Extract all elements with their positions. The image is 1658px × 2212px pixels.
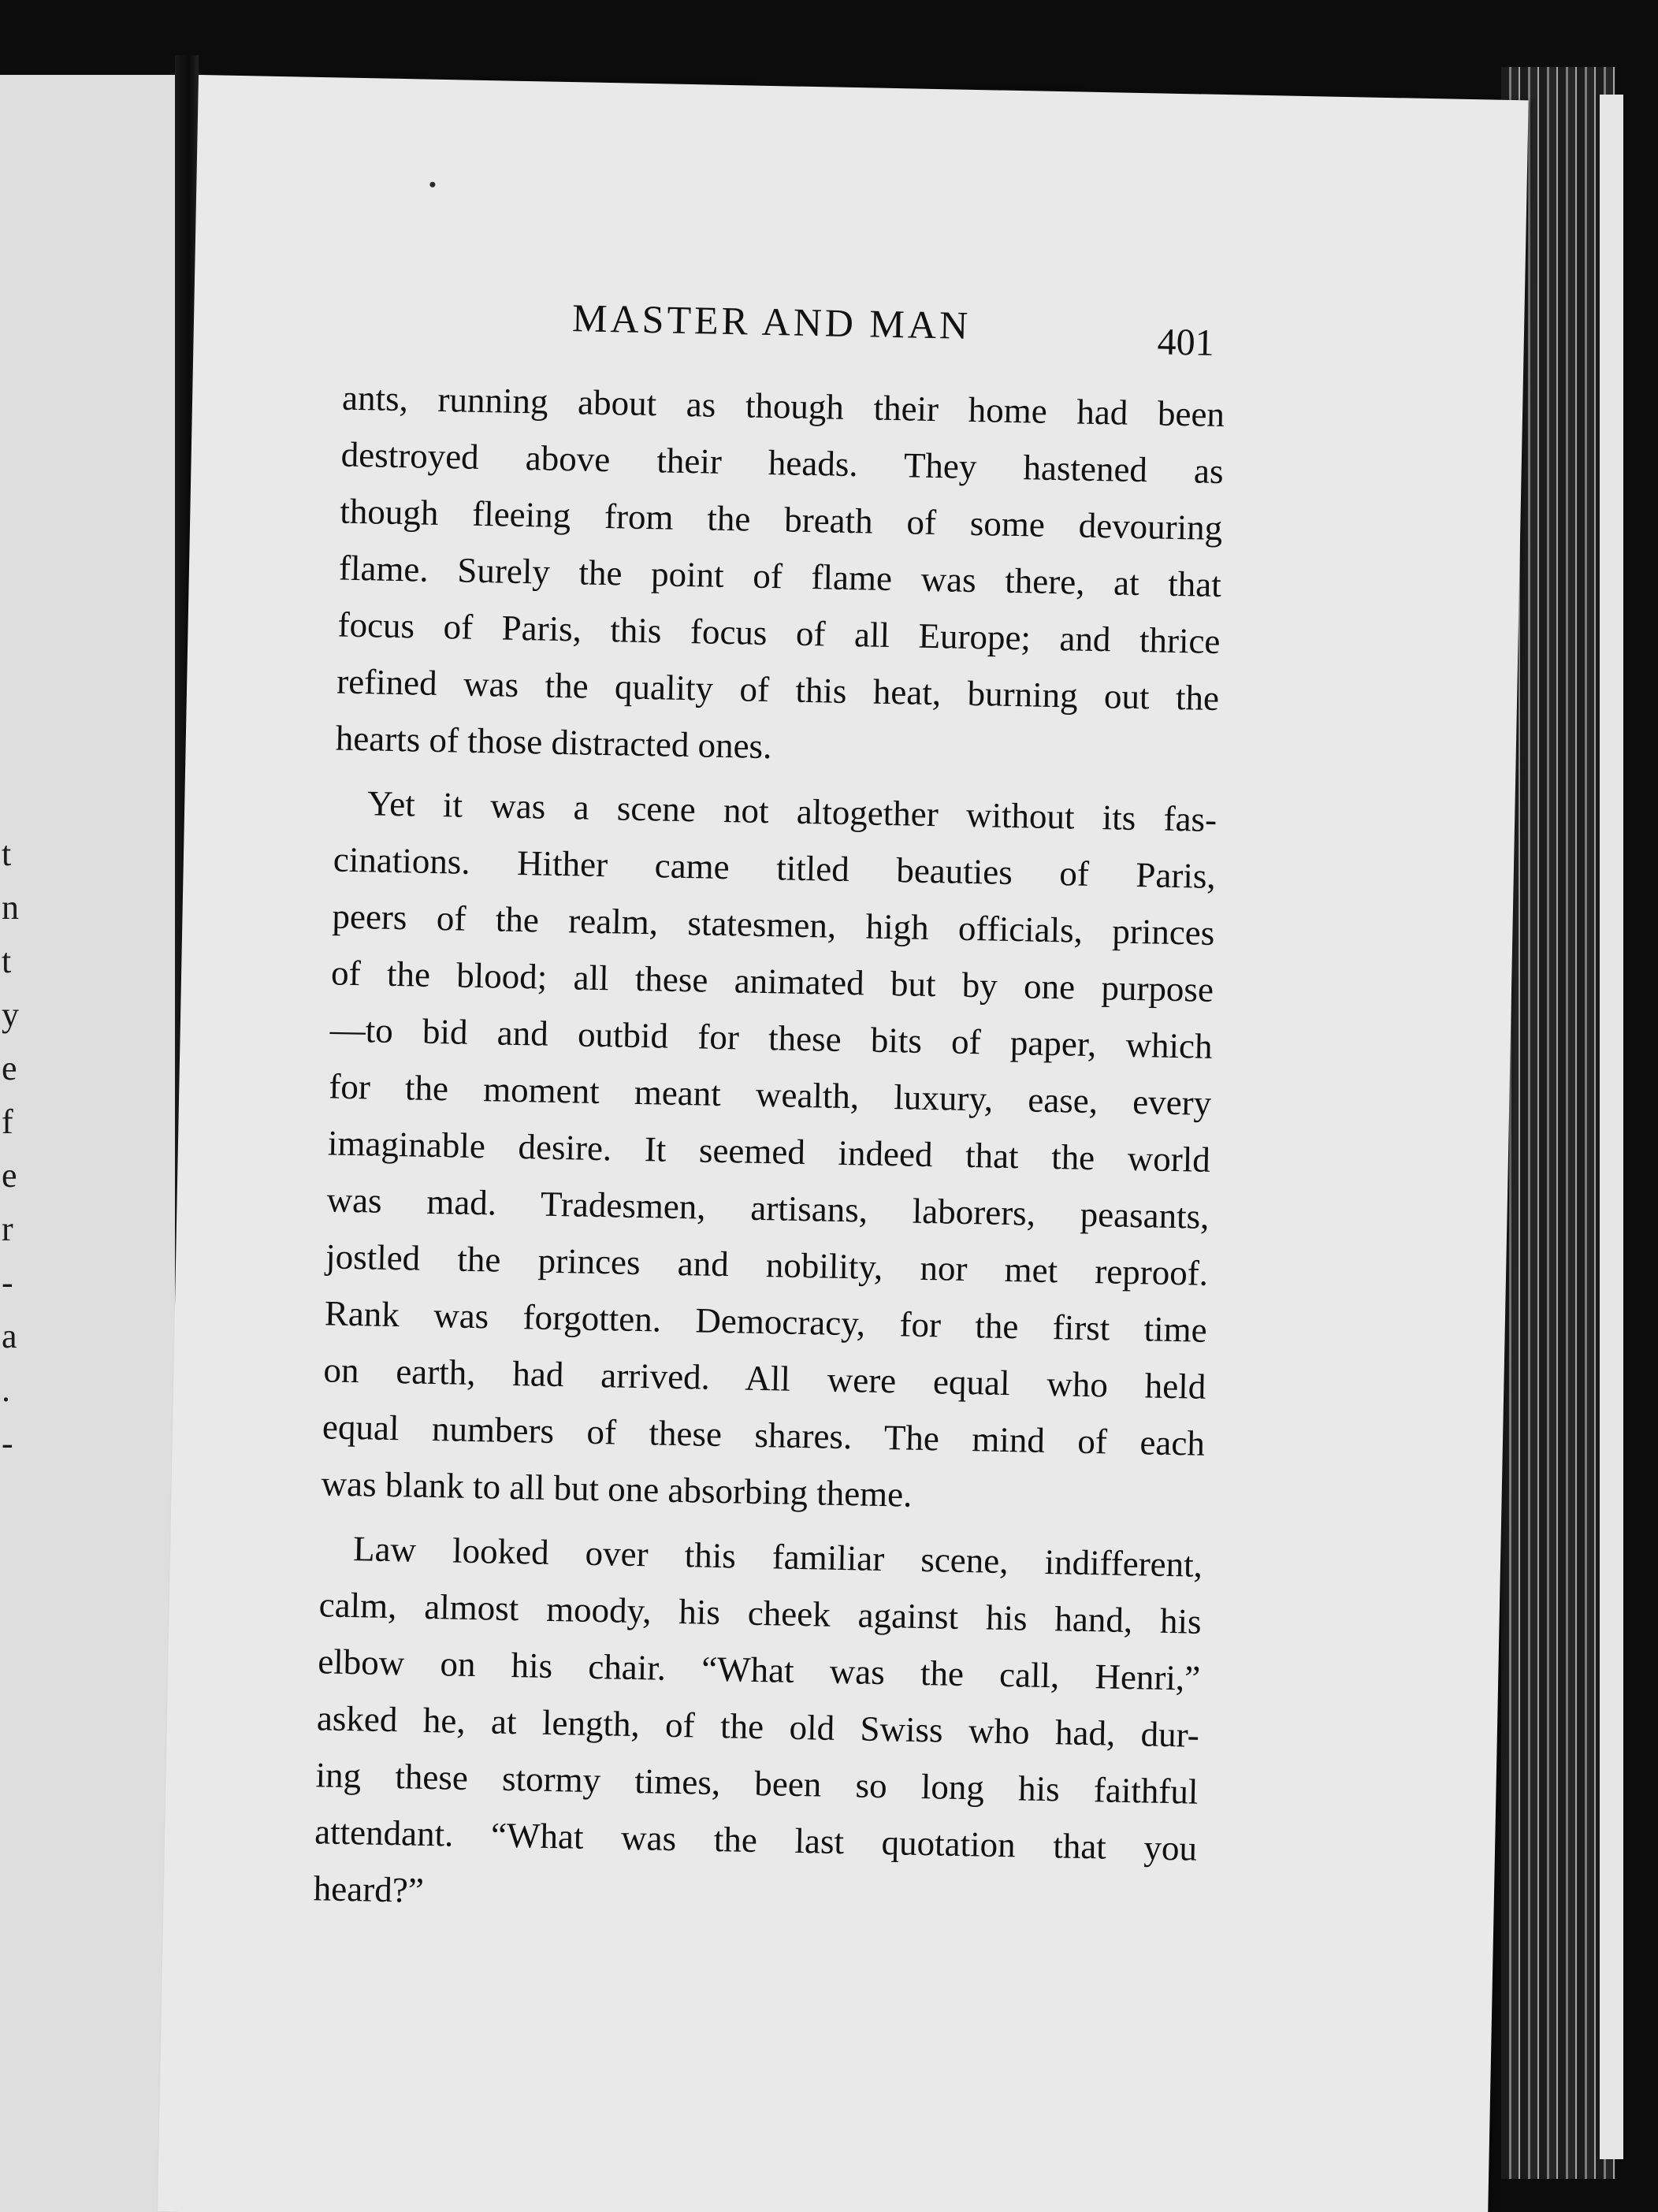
book-edge-highlight <box>1600 95 1623 2159</box>
text-line: Law looked over this familiar scene, indifferent, <box>352 1529 1203 1585</box>
left-fragment: t <box>2 942 12 980</box>
text-line: on earth, had arrived. All were equal who held <box>323 1350 1206 1407</box>
text-line: Yet it was a scene not altogether without its fas- <box>366 783 1217 839</box>
paragraph <box>313 1519 1203 1933</box>
text-line: —to bid and outbid for these bits of paper, which <box>329 1009 1214 1066</box>
text-line: asked he, at length, of the old Swiss who had, dur- <box>316 1698 1200 1755</box>
running-title: MASTER AND MAN <box>571 296 972 348</box>
left-facing-page <box>0 75 175 2212</box>
left-fragment: t <box>2 835 12 873</box>
page-number: 401 <box>1157 321 1215 364</box>
text-line: heard?” <box>313 1868 425 1910</box>
ink-speck <box>429 182 435 188</box>
text-line: was mad. Tradesmen, artisans, laborers, peasants, <box>326 1180 1210 1236</box>
left-fragment: y <box>2 995 19 1034</box>
text-line: calm, almost moody, his cheek against his hand, his <box>318 1585 1203 1641</box>
text-line: flame. Surely the point of flame was there, at that <box>338 548 1222 605</box>
text-line: attendant. “What was the last quotation that you <box>314 1812 1198 1868</box>
text-line: elbow on his chair. “What was the call, Henri,” <box>317 1641 1201 1698</box>
text-line: equal numbers of these shares. The mind of each <box>322 1407 1206 1463</box>
text-line: Rank was forgotten. Democracy, for the first time <box>324 1293 1208 1350</box>
left-fragment: . <box>2 1370 10 1409</box>
text-line: imaginable desire. It seemed indeed that the world <box>327 1123 1211 1180</box>
left-fragment: - <box>2 1424 13 1463</box>
paragraph <box>335 370 1225 783</box>
text-line: for the moment meant wealth, luxury, ease, every <box>328 1066 1212 1123</box>
left-fragment: e <box>2 1156 17 1195</box>
background-edge <box>1623 0 1658 2212</box>
text-line: was blank to all but one absorbing theme. <box>321 1463 913 1515</box>
text-line: refined was the quality of this heat, burning out the <box>336 661 1220 719</box>
book-page <box>158 75 1529 2212</box>
text-line: though fleeing from the breath of some devouring <box>339 491 1223 548</box>
text-line: ants, running about as though their home had been <box>341 377 1225 435</box>
text-line: destroyed above their heads. They hastened as <box>340 434 1225 492</box>
left-fragment: r <box>2 1210 13 1248</box>
text-line: hearts of those distracted ones. <box>335 718 772 767</box>
running-head <box>193 288 1524 376</box>
text-line: peers of the realm, statesmen, high officials, princes <box>332 896 1215 953</box>
left-fragment: a <box>2 1317 17 1355</box>
paragraph <box>321 774 1217 1528</box>
left-fragment: - <box>2 1263 13 1302</box>
text-line: jostled the princes and nobility, nor met reproof. <box>325 1236 1209 1293</box>
left-page-margin-text <box>0 827 25 1470</box>
text-line: of the blood; all these animated but by one purpose <box>330 953 1214 1009</box>
text-line: cinations. Hither came titled beauties of Paris, <box>333 839 1217 896</box>
body-text <box>313 370 1225 1934</box>
text-line: focus of Paris, this focus of all Europe; and thrice <box>337 604 1221 662</box>
left-fragment: e <box>2 1049 17 1087</box>
left-fragment: f <box>2 1102 13 1141</box>
left-fragment: n <box>2 888 19 927</box>
text-line: ing these stormy times, been so long his faithful <box>315 1755 1199 1812</box>
